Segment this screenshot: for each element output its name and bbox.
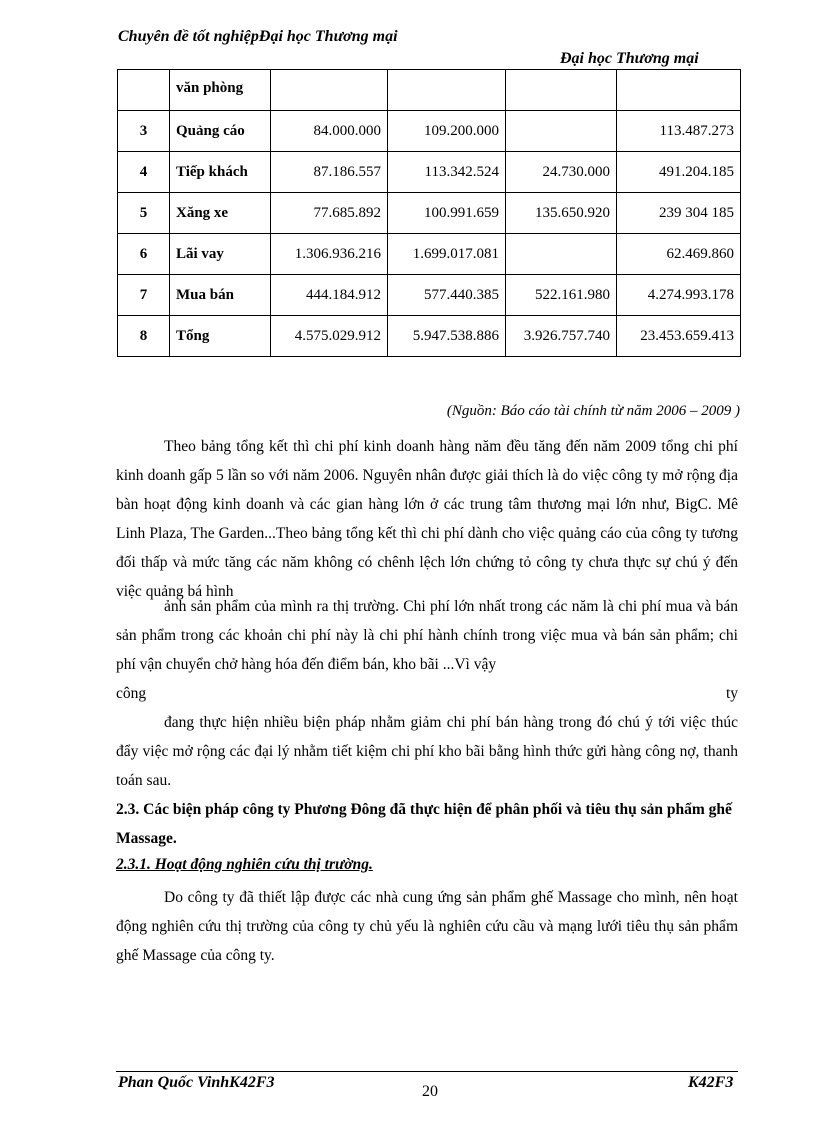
table-cell-item: văn phòng — [170, 70, 271, 111]
table-cell-v3 — [506, 70, 617, 111]
table-cell-v1: 4.575.029.912 — [271, 316, 388, 357]
paragraph-2-last-line — [116, 679, 738, 708]
table-row — [118, 193, 741, 234]
paragraph-3: đang thực hiện nhiều biện pháp nhằm giảm chi phí bán hàng trong đó chú ý tới việc thúc đẩy việc mở rộng các đại lý nhằm tiết kiệm chi phí kho bãi bằng hình thức gửi hàng công nợ, thanh toán sau. — [116, 714, 738, 789]
paragraph-2-body: ảnh sản phẩm của mình ra thị trường. Chi phí lớn nhất trong các năm là chi phí mua và bán sản phẩm trong các khoản chi phí này là chi phí hành chính trong việc mua và bán sản phẩm; chi phí vận chuyển chở hàng hóa đến điểm bán, kho bãi ...Vì vậy — [116, 598, 738, 673]
table-cell-v1: 1.306.936.216 — [271, 234, 388, 275]
header-document-title: Chuyên đề tốt nghiệpĐại học Thương mại — [118, 28, 398, 45]
table-cell-no: 6 — [118, 234, 170, 275]
table-row — [118, 70, 741, 111]
table-cell-v4: 113.487.273 — [617, 111, 741, 152]
table-source-note: (Nguồn: Báo cáo tài chính từ năm 2006 – 2009 ) — [446, 403, 740, 419]
table-cell-v3 — [506, 234, 617, 275]
table-row — [118, 152, 741, 193]
table-cell-v1 — [271, 70, 388, 111]
table-cell-v4: 62.469.860 — [617, 234, 741, 275]
table-cell-v3: 135.650.920 — [506, 193, 617, 234]
table-row — [118, 111, 741, 152]
table-cell-no — [118, 70, 170, 111]
table-cell-v3: 522.161.980 — [506, 275, 617, 316]
paragraph-4: Do công ty đã thiết lập được các nhà cung ứng sản phẩm ghế Massage cho mình, nên hoạt động nghiên cứu thị trường của công ty chủ yếu là nghiên cứu cầu và mạng lưới tiêu thụ sản phẩm ghế Massage của công ty. — [116, 889, 738, 964]
header-university: Đại học Thương mại — [560, 50, 699, 67]
table-cell-v2: 109.200.000 — [388, 111, 506, 152]
paragraph-2 — [116, 592, 738, 708]
table-cell-v1: 444.184.912 — [271, 275, 388, 316]
page-number: 20 — [422, 1083, 438, 1100]
table-cell-v3: 24.730.000 — [506, 152, 617, 193]
table-cell-v1: 77.685.892 — [271, 193, 388, 234]
paragraph-1: Theo bảng tổng kết thì chi phí kinh doanh hàng năm đều tăng đến năm 2009 tổng chi phí kinh doanh gấp 5 lần so với năm 2006. Nguyên nhân được giải thích là do việc công ty mở rộng địa bàn hoạt động kinh doanh và các gian hàng lớn ở các trung tâm thương mại lớn như, BigC. Mê Linh Plaza, The Garden...Theo bảng tổng kết thì chi phí dành cho việc quảng cáo của công ty tương đối thấp và mức tăng các năm không có chênh lệch lớn chứng tỏ công ty chưa thực sự chú ý đến việc quảng bá hình — [116, 438, 738, 600]
table-cell-item: Lãi vay — [170, 234, 271, 275]
table-cell-v2: 1.699.017.081 — [388, 234, 506, 275]
cost-table — [117, 69, 741, 357]
table-cell-v3 — [506, 111, 617, 152]
paragraph-2-last-left: công — [116, 685, 147, 702]
table-cell-item: Quảng cáo — [170, 111, 271, 152]
table-cell-item: Tiếp khách — [170, 152, 271, 193]
table-cell-v1: 87.186.557 — [271, 152, 388, 193]
table-cell-v3: 3.926.757.740 — [506, 316, 617, 357]
table-cell-v1: 84.000.000 — [271, 111, 388, 152]
table-cell-no: 8 — [118, 316, 170, 357]
table-cell-v4: 23.453.659.413 — [617, 316, 741, 357]
table-cell-no: 7 — [118, 275, 170, 316]
table-cell-v2: 113.342.524 — [388, 152, 506, 193]
table-cell-item: Xăng xe — [170, 193, 271, 234]
table-cell-v2: 577.440.385 — [388, 275, 506, 316]
table-cell-v4: 491.204.185 — [617, 152, 741, 193]
footer-author: Phan Quốc VinhK42F3 — [118, 1074, 275, 1091]
table-row — [118, 275, 741, 316]
table-cell-v2 — [388, 70, 506, 111]
table-cell-item: Tổng — [170, 316, 271, 357]
table-row — [118, 234, 741, 275]
table-cell-v4: 239 304 185 — [617, 193, 741, 234]
paragraph-2-last-right: ty — [725, 685, 738, 702]
table-cell-v4 — [617, 70, 741, 111]
table-row — [118, 316, 741, 357]
section-heading: 2.3. Các biện pháp công ty Phương Đông đã thực hiện để phân phối và tiêu thụ sản phẩm ghế Massage. — [116, 801, 732, 847]
table-cell-no: 4 — [118, 152, 170, 193]
table-cell-no: 5 — [118, 193, 170, 234]
table-cell-v2: 100.991.659 — [388, 193, 506, 234]
table-cell-v2: 5.947.538.886 — [388, 316, 506, 357]
table-cell-no: 3 — [118, 111, 170, 152]
table-cell-v4: 4.274.993.178 — [617, 275, 741, 316]
table-cell-item: Mua bán — [170, 275, 271, 316]
subsection-heading: 2.3.1. Hoạt động nghiên cứu thị trường. — [116, 856, 373, 873]
footer-class: K42F3 — [688, 1074, 734, 1091]
footer-rule — [116, 1071, 738, 1072]
